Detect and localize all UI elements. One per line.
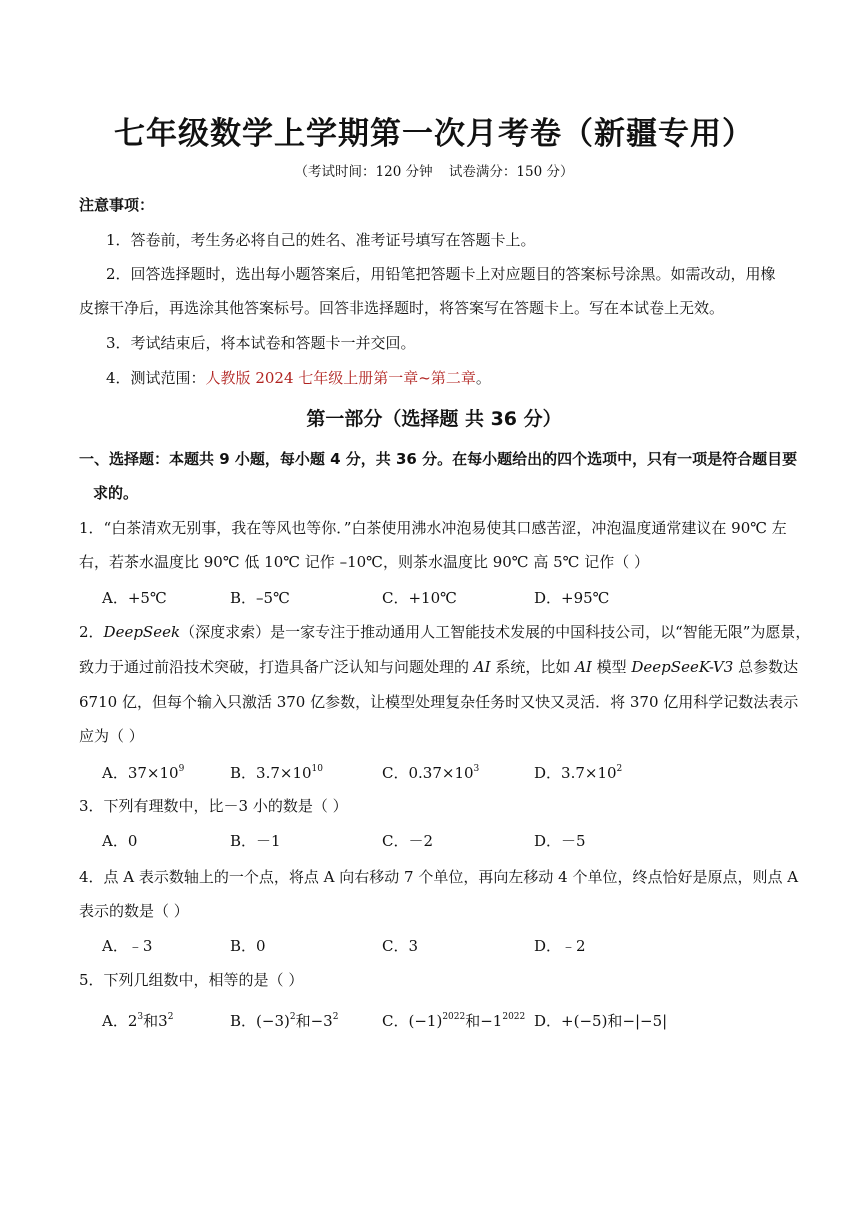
q3-option-a: A．0 [102,832,138,850]
q2-text-g: 总参数达 [733,658,799,676]
q2-option-b [230,762,323,784]
q2-ai-2: AI [575,658,592,676]
q5-b-and: 和 [295,1012,311,1030]
q5-option-b-label: B． [230,1012,257,1030]
q2-option-c-exp: 3 [473,764,480,774]
q5-c-exp-1: 2022 [442,1012,466,1022]
q4-option-d: D．﹣2 [534,937,586,955]
exam-score: 试卷满分：150 分） [448,164,574,180]
q3-option-c: C．－2 [382,832,434,850]
q5-c-and: 和 [465,1012,481,1030]
q2-option-b-base: 3.7×10 [256,764,312,782]
q5-a-exp-2: 2 [167,1012,174,1022]
q4-option-c: C．3 [382,937,419,955]
q5-option-a [102,1010,173,1032]
q5-a-exp-1: 3 [137,1012,144,1022]
q5-a-base-2: 3 [158,1012,168,1030]
note-item-2-line-1: 2．回答选择题时，选出每小题答案后，用铅笔把答题卡上对应题目的答案标号涂黑。如需改动，用橡 [106,265,776,283]
q5-d-term-2: −|−5| [622,1012,668,1030]
note-item-3: 3．考试结束后，将本试卷和答题卡一并交回。 [106,334,416,352]
q1-option-c: C．+10℃ [382,589,457,607]
q3-option-d: D．－5 [534,832,586,850]
q5-option-c-label: C． [382,1012,409,1030]
q5-stem: 5．下列几组数中，相等的是（ ） [79,971,304,989]
q2-deepseek: DeepSeek [103,623,181,641]
note-item-4-suffix: 。 [475,369,491,387]
q2-option-d-base: 3.7×10 [561,764,617,782]
q2-stem-text-1: （深度求索）是一家专注于推动通用人工智能技术发展的中国科技公司，以“智能无限”为愿景， [180,623,811,641]
q2-text-a: 致力于通过前沿技术突破，打造具备广泛认知与问题处理的 [79,658,474,676]
q2-option-b-exp: 10 [311,764,323,774]
q2-option-a [102,762,184,784]
q2-text-c: 系统，比如 [490,658,576,676]
notes-heading: 注意事项： [79,196,155,214]
q5-option-d-label: D． [534,1012,562,1030]
q5-option-c [382,1010,525,1032]
part-one-title: 第一部分（选择题 共 36 分） [306,408,562,430]
q5-b-base-2: −3 [310,1012,333,1030]
q5-b-exp-1: 2 [289,1012,296,1022]
q5-option-d [534,1010,667,1032]
exam-subtitle [0,160,868,180]
q2-number: 2． [79,623,104,641]
q5-b-base-1: (−3) [256,1012,290,1030]
q1-option-a: A．+5℃ [102,589,167,607]
q2-stem-line-3: 6710 亿，但每个输入只激活 370 亿参数，让模型处理复杂任务时又快又灵活．将 370 亿用科学记数法表示 [79,693,799,711]
q2-option-c-base: 0.37×10 [408,764,474,782]
q2-stem-line-4: 应为（ ） [79,727,144,745]
q1-stem-line-1: 1．“白茶清欢无别事，我在等风也等你．”白茶使用沸水冲泡易使其口感苦涩，冲泡温度通常建议在 90℃ 左 [79,519,787,537]
q1-stem-line-2: 右，若茶水温度比 90℃ 低 10℃ 记作 –10℃，则茶水温度比 90℃ 高 5℃ 记作（ ） [79,553,649,571]
q2-option-c-label: C． [382,764,409,782]
section-instruction-line-2: 求的。 [93,484,139,502]
q4-stem-line-1: 4．点 A 表示数轴上的一个点，将点 A 向右移动 7 个单位，再向左移动 4 个单位，终点恰好是原点，则点 A [79,868,799,886]
q2-model-name: DeepSeeK-V3 [631,658,734,676]
q4-option-a: A．﹣3 [102,937,153,955]
q5-c-exp-2: 2022 [502,1012,526,1022]
q5-option-a-label: A． [102,1012,128,1030]
q3-stem: 3．下列有理数中，比－3 小的数是（ ） [79,797,348,815]
q5-option-b [230,1010,338,1032]
section-instruction-line-1: 一、选择题：本题共 9 小题，每小题 4 分，共 36 分。在每小题给出的四个选项中，只有一项是符合题目要 [79,450,798,468]
note-item-1: 1．答卷前，考生务必将自己的姓名、准考证号填写在答题卡上。 [106,231,536,249]
q2-ai-1: AI [473,658,491,676]
q4-option-b: B．0 [230,937,266,955]
q2-option-a-label: A． [102,764,128,782]
q5-d-term-1: +(−5) [561,1012,608,1030]
note-item-4-prefix: 4．测试范围： [106,369,206,387]
q2-stem-line-1 [79,621,810,643]
q5-c-base-2: −1 [480,1012,503,1030]
note-item-4 [106,367,491,389]
q5-a-and: 和 [143,1012,159,1030]
q5-a-base-1: 2 [127,1012,138,1030]
q5-d-and: 和 [607,1012,623,1030]
q4-stem-line-2: 表示的数是（ ） [79,902,189,920]
q5-c-base-1: (−1) [408,1012,443,1030]
q2-option-a-exp: 9 [178,764,185,774]
exam-title: 七年级数学上学期第一次月考卷（新疆专用） [114,116,754,152]
q2-option-c [382,762,479,784]
q2-option-d-exp: 2 [616,764,623,774]
q2-option-a-base: 37×10 [127,764,179,782]
exam-time: （考试时间：120 分钟 [294,164,433,180]
q3-option-b: B．－1 [230,832,281,850]
q2-option-d [534,762,622,784]
q2-option-b-label: B． [230,764,257,782]
note-item-2-line-2: 皮擦干净后，再选涂其他答案标号。回答非选择题时，将答案写在答题卡上。写在本试卷上无效。 [79,299,725,317]
q1-option-d: D．+95℃ [534,589,610,607]
q2-option-d-label: D． [534,764,562,782]
q5-b-exp-2: 2 [332,1012,339,1022]
q2-stem-line-2 [79,656,798,678]
q2-text-e: 模型 [591,658,632,676]
test-range: 人教版 2024 七年级上册第一章~第二章 [205,369,476,387]
q1-option-b: B．–5℃ [230,589,290,607]
